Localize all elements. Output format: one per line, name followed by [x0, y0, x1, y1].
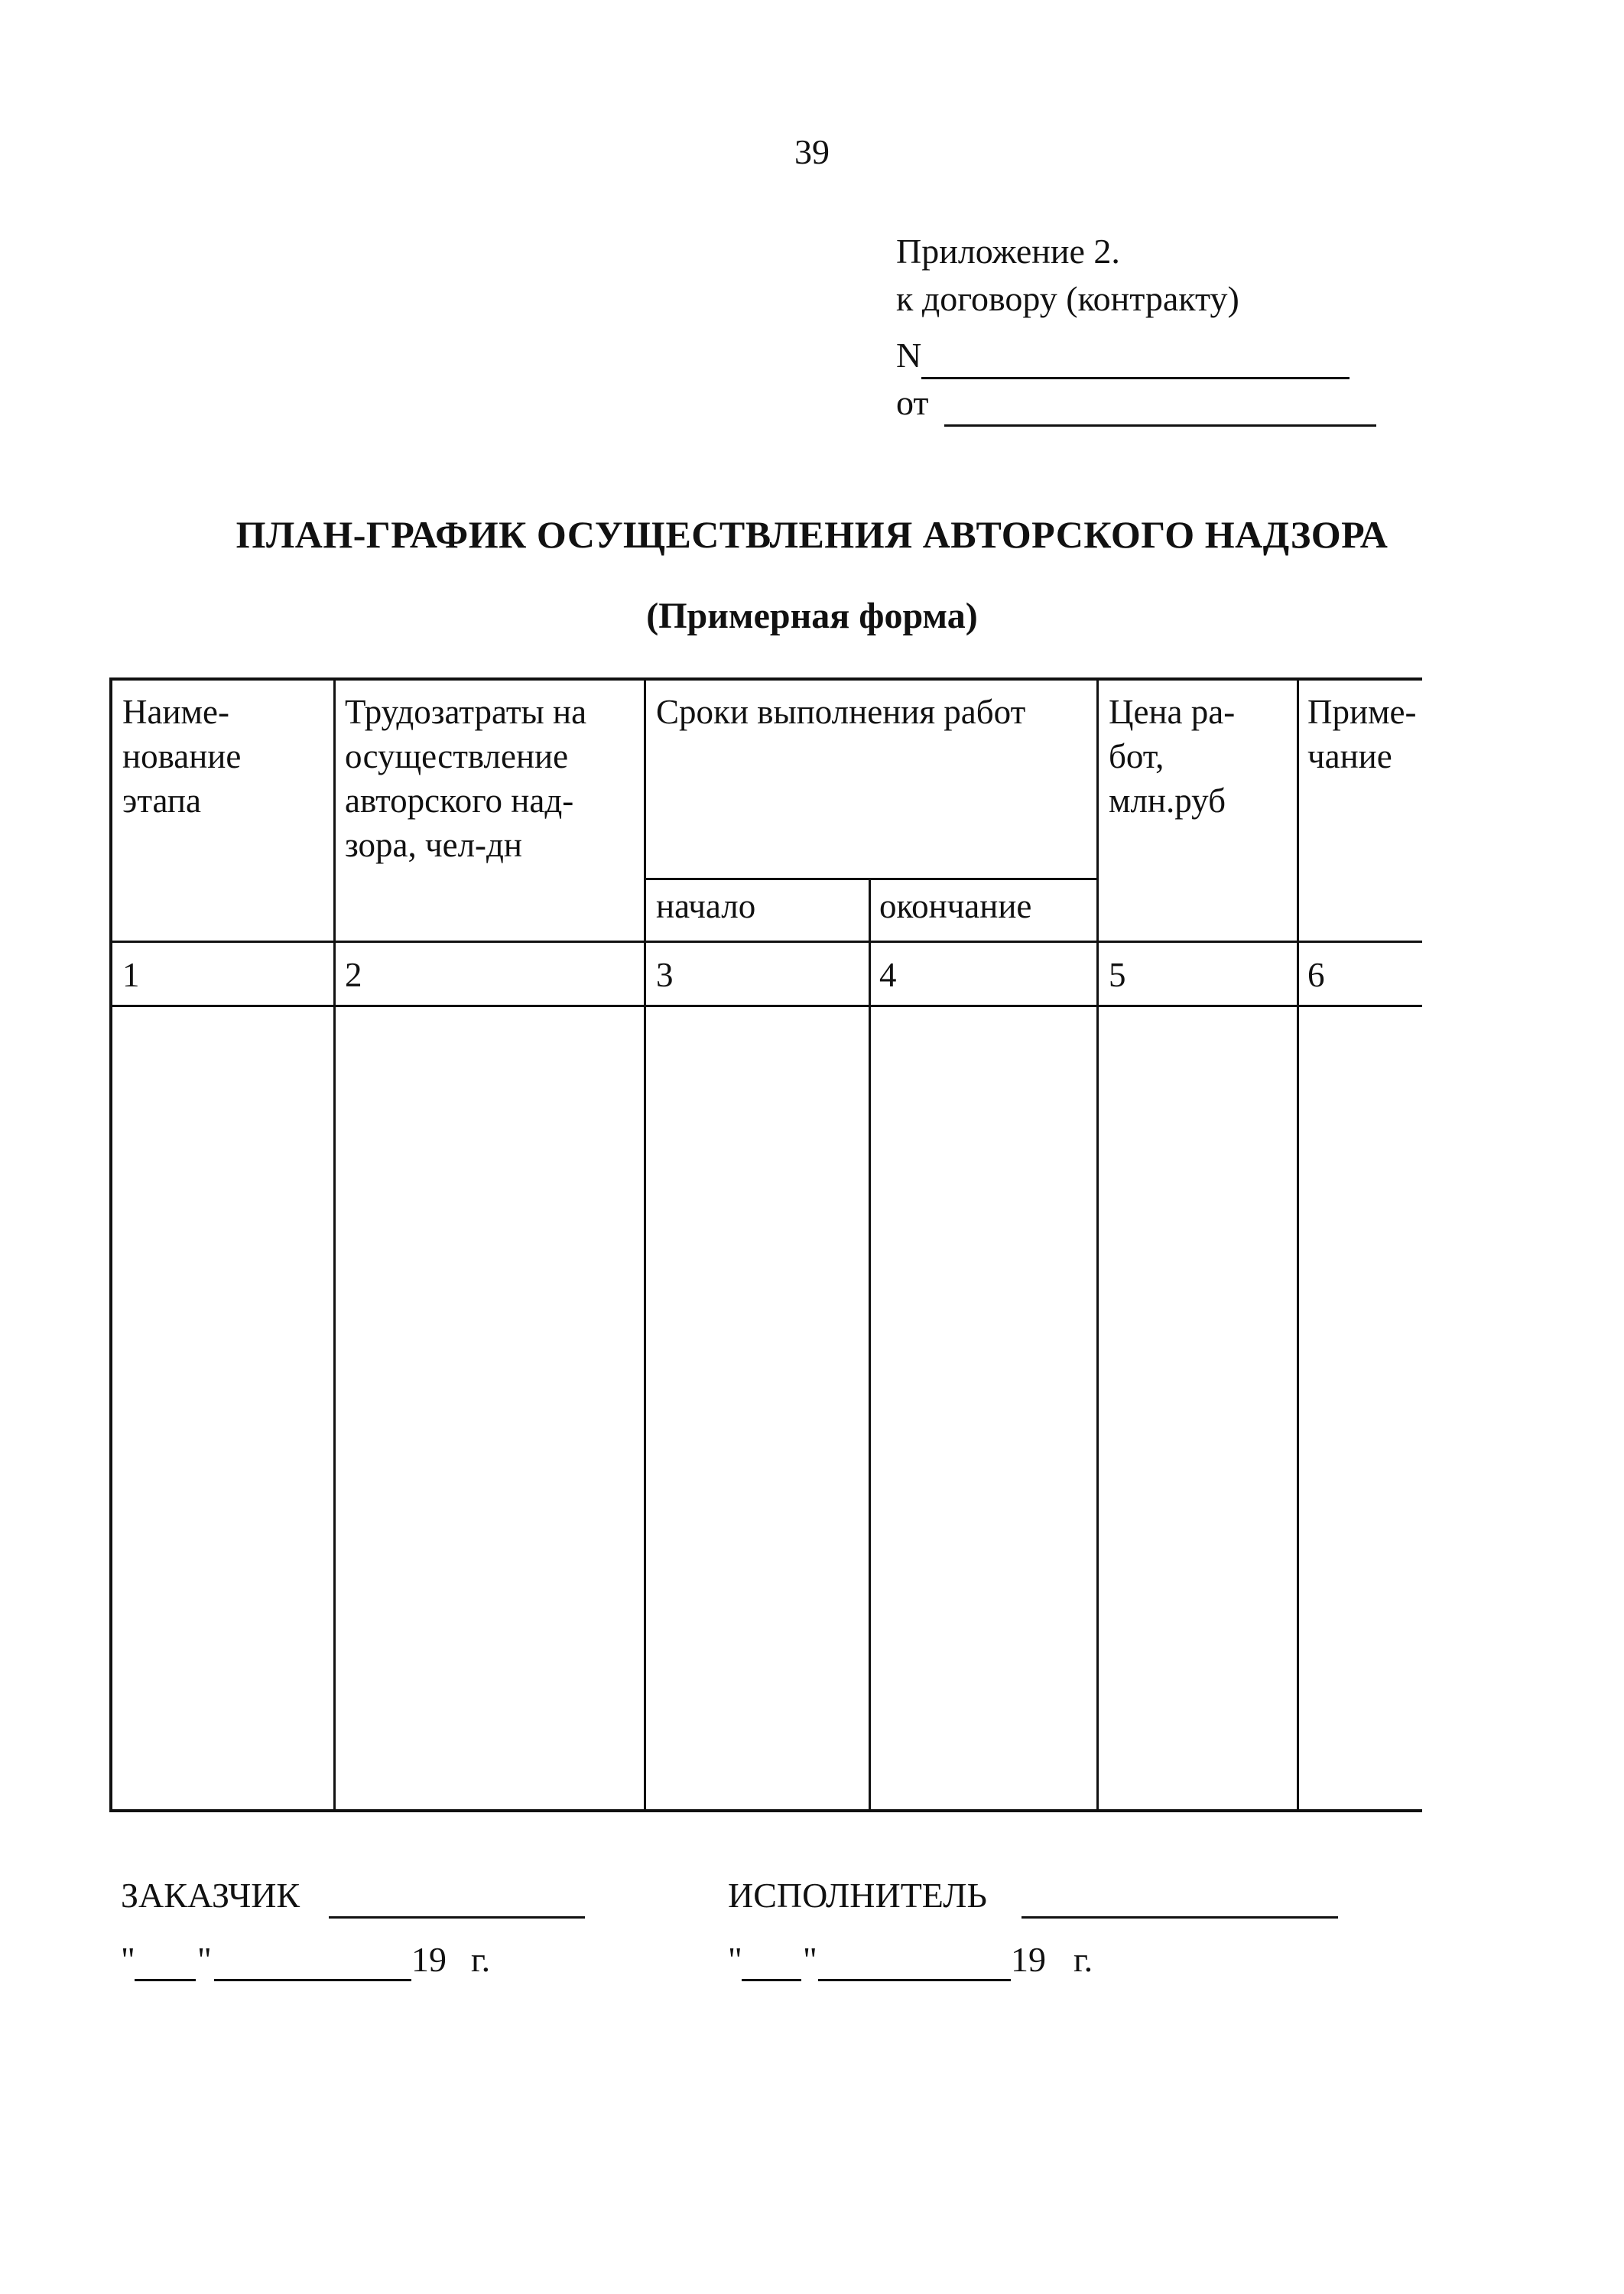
page-number: 39 [794, 132, 830, 171]
header-stage-name: Наиме- нование этапа [122, 693, 242, 820]
appendix-line-2: к договору (контракту) [896, 279, 1239, 318]
body-cell-note[interactable] [1299, 1007, 1422, 1809]
column-number-4: 4 [879, 956, 897, 994]
contract-number-row [896, 332, 1376, 379]
header-work-terms: Сроки выполнения работ [656, 693, 1026, 731]
table-bottom-border [109, 1809, 1422, 1812]
customer-close-quote: " [197, 1940, 212, 1979]
contract-number-blank[interactable] [921, 343, 1350, 379]
customer-year-abbr: г. [471, 1940, 491, 1979]
column-number-3: 3 [656, 956, 674, 994]
body-cell-end[interactable] [871, 1007, 1096, 1809]
table-top-border [109, 677, 1422, 681]
contractor-label: ИСПОЛНИТЕЛЬ [728, 1876, 987, 1915]
contractor-open-quote: " [728, 1940, 742, 1979]
header-end: окончание [879, 887, 1032, 925]
appendix-block [896, 228, 1376, 427]
column-number-2: 2 [345, 956, 362, 994]
contract-date-row [896, 379, 1376, 427]
customer-label: ЗАКАЗЧИК [121, 1876, 300, 1915]
customer-year: 19 [411, 1940, 447, 1979]
document-subtitle: (Примерная форма) [646, 596, 978, 636]
column-number-5: 5 [1109, 956, 1126, 994]
contract-date-blank[interactable] [944, 391, 1376, 427]
body-cell-labor-costs[interactable] [336, 1007, 644, 1809]
body-cell-start[interactable] [646, 1007, 869, 1809]
contract-date-label: от [896, 383, 929, 422]
contractor-day-blank[interactable] [742, 1979, 801, 1981]
contractor-close-quote: " [803, 1940, 817, 1979]
customer-signature-blank[interactable] [329, 1916, 585, 1919]
contractor-year-abbr: г. [1073, 1940, 1093, 1979]
header-start: начало [656, 887, 756, 925]
column-number-1: 1 [122, 956, 140, 994]
contract-number-label: N [896, 336, 922, 375]
subheader-divider [645, 878, 1098, 880]
header-note: Приме- чание [1307, 693, 1417, 775]
contractor-month-blank[interactable] [818, 1979, 1011, 1981]
body-cell-stage-name[interactable] [112, 1007, 333, 1809]
appendix-line-1: Приложение 2. [896, 232, 1120, 271]
column-number-6: 6 [1307, 956, 1325, 994]
contractor-signature-blank[interactable] [1021, 1916, 1338, 1919]
body-cell-price[interactable] [1099, 1007, 1297, 1809]
header-price: Цена ра- бот, млн.руб [1109, 693, 1236, 820]
customer-day-blank[interactable] [135, 1979, 196, 1981]
customer-open-quote: " [121, 1940, 135, 1979]
customer-month-blank[interactable] [214, 1979, 411, 1981]
contractor-year: 19 [1011, 1940, 1046, 1979]
header-labor-costs: Трудозатраты на осуществление авторского над- зора, чел-дн [345, 693, 587, 864]
document-title: ПЛАН-ГРАФИК ОСУЩЕСТВЛЕНИЯ АВТОРСКОГО НАДЗОРА [235, 513, 1389, 556]
header-bottom-border [109, 941, 1422, 943]
